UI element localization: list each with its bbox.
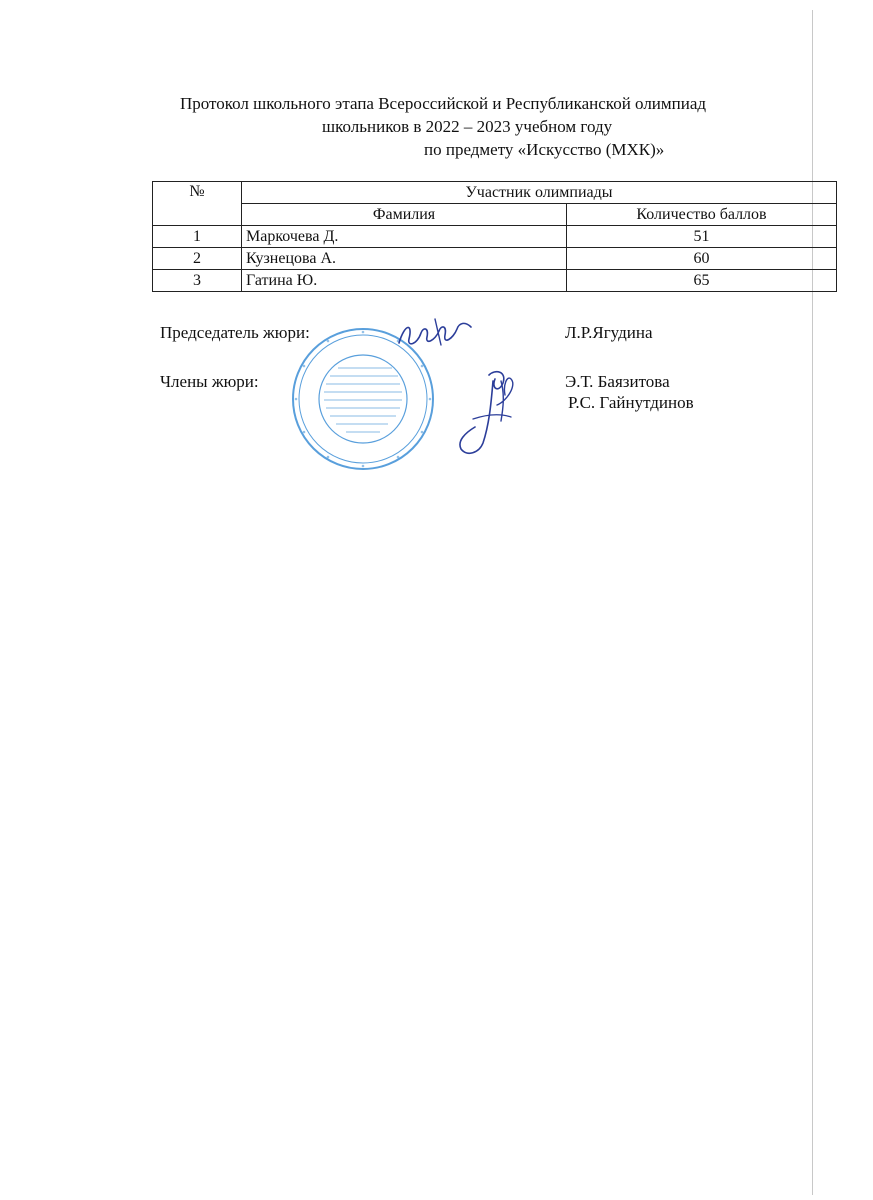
table-header-row <box>153 182 837 204</box>
title-line-1: Протокол школьного этапа Всероссийской и Республиканской олимпиад <box>180 94 707 113</box>
members-label: Члены жюри: <box>160 372 259 391</box>
row-score: 65 <box>567 270 837 292</box>
row-score: 60 <box>567 248 837 270</box>
chair-name: Л.Р.Ягудина <box>565 323 653 342</box>
header-surname: Фамилия <box>242 204 567 226</box>
title-line-2: школьников в 2022 – 2023 учебном году <box>322 117 613 136</box>
row-number: 2 <box>153 248 242 270</box>
member-1-name: Э.Т. Баязитова <box>565 372 670 391</box>
header-number: № <box>153 182 242 226</box>
row-number: 1 <box>153 226 242 248</box>
results-table <box>152 181 837 292</box>
chair-label: Председатель жюри: <box>160 323 310 342</box>
table-subheader-row <box>153 204 837 226</box>
title-line-3: по предмету «Искусство (МХК)» <box>424 140 665 159</box>
row-score: 51 <box>567 226 837 248</box>
header-participant: Участник олимпиады <box>242 182 837 204</box>
row-name: Кузнецова А. <box>242 248 567 270</box>
table-row <box>153 270 837 292</box>
header-score: Количество баллов <box>567 204 837 226</box>
table-row <box>153 248 837 270</box>
member-signature <box>445 365 525 460</box>
table-row <box>153 226 837 248</box>
row-name: Маркочева Д. <box>242 226 567 248</box>
member-2-name: Р.С. Гайнутдинов <box>568 393 694 412</box>
chair-signature <box>395 315 475 355</box>
row-number: 3 <box>153 270 242 292</box>
document-title <box>150 92 830 161</box>
row-name: Гатина Ю. <box>242 270 567 292</box>
